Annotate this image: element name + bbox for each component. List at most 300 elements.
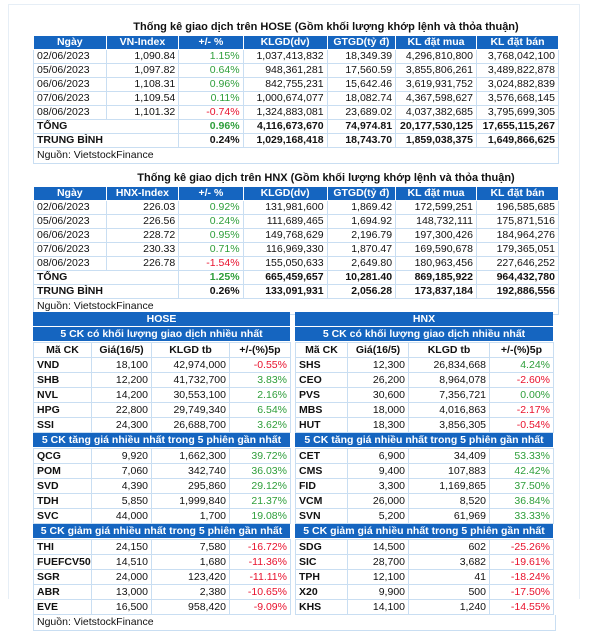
stock-code: SVD (34, 479, 92, 494)
change-cell: -0.74% (179, 106, 243, 120)
stock-row (34, 358, 291, 373)
stock-row (296, 373, 554, 388)
stock-code: MBS (296, 403, 348, 418)
hose-source: Nguồn: VietstockFinance (33, 148, 559, 164)
stock-code: TPH (296, 570, 348, 585)
value-cell: 18,349.39 (327, 50, 395, 64)
stock-row (296, 540, 554, 555)
stock-code: EVE (34, 600, 92, 615)
sell-cell: 964,432,780 (476, 271, 558, 285)
stock-code: VND (34, 358, 92, 373)
hnx-source: Nguồn: VietstockFinance (33, 299, 559, 315)
stock-row (34, 509, 291, 524)
sell-cell: 196,585,685 (476, 201, 558, 215)
price-cell: 14,510 (92, 555, 152, 570)
price-cell: 24,300 (92, 418, 152, 433)
value-cell: 1,869.42 (327, 201, 395, 215)
buy-cell: 169,590,678 (396, 243, 477, 257)
stock-code: CET (296, 449, 348, 464)
change-cell: 39.72% (230, 449, 291, 464)
column-header: GTGD(tỷ đ) (327, 36, 395, 50)
avg-volume-cell: 107,883 (409, 464, 490, 479)
buy-cell: 148,732,111 (396, 215, 477, 229)
stock-row (296, 570, 554, 585)
date-cell: 05/06/2023 (34, 215, 107, 229)
change-cell: -9.09% (230, 600, 291, 615)
sell-cell: 17,655,115,267 (476, 120, 558, 134)
stock-code: ABR (34, 585, 92, 600)
stock-code: THI (34, 540, 92, 555)
price-cell: 9,900 (348, 585, 409, 600)
stock-row (296, 418, 554, 433)
table-row (34, 243, 559, 257)
change-cell: -17.50% (490, 585, 554, 600)
date-cell: 07/06/2023 (34, 92, 107, 106)
volume-cell: 1,324,883,081 (243, 106, 327, 120)
avg-volume-cell: 1,662,300 (152, 449, 230, 464)
price-cell: 18,300 (348, 418, 409, 433)
avg-volume-cell: 42,974,000 (152, 358, 230, 373)
column-header: KLGD tb (152, 343, 230, 358)
price-cell: 24,000 (92, 570, 152, 585)
average-label: TRUNG BÌNH (34, 134, 179, 148)
column-header: HNX-Index (106, 187, 179, 201)
top5-panels (33, 312, 553, 631)
index-cell: 1,101.32 (106, 106, 179, 120)
sell-cell: 3,768,042,100 (476, 50, 558, 64)
avg-volume-cell: 295,860 (152, 479, 230, 494)
hose-exchange-label: HOSE (33, 312, 290, 327)
stock-row (296, 585, 554, 600)
change-cell: 36.84% (490, 494, 554, 509)
table-row (34, 92, 559, 106)
average-label: TRUNG BÌNH (34, 285, 179, 299)
price-cell: 26,200 (348, 373, 409, 388)
column-header: KL đặt bán (476, 36, 558, 50)
date-cell: 02/06/2023 (34, 50, 107, 64)
stock-row (34, 403, 291, 418)
column-header: +/- % (179, 36, 243, 50)
buy-cell: 20,177,530,125 (396, 120, 477, 134)
date-cell: 08/06/2023 (34, 257, 107, 271)
change-cell: 0.11% (179, 92, 243, 106)
price-cell: 9,400 (348, 464, 409, 479)
avg-volume-cell: 602 (409, 540, 490, 555)
change-cell: 2.16% (230, 388, 291, 403)
total-label: TỔNG (34, 120, 179, 134)
change-cell: 19.08% (230, 509, 291, 524)
avg-volume-cell: 3,856,305 (409, 418, 490, 433)
avg-volume-cell: 41,732,700 (152, 373, 230, 388)
change-cell: -16.72% (230, 540, 291, 555)
sell-cell: 3,489,822,878 (476, 64, 558, 78)
price-cell: 22,800 (92, 403, 152, 418)
volume-cell: 665,459,657 (243, 271, 327, 285)
stock-code: NVL (34, 388, 92, 403)
price-cell: 9,920 (92, 449, 152, 464)
change-cell: 0.71% (179, 243, 243, 257)
gainers-section-title: 5 CK tăng giá nhiều nhất trong 5 phiên gần nhất (33, 433, 290, 448)
hnx-summary (33, 171, 559, 315)
price-cell: 26,000 (348, 494, 409, 509)
volume-section-title: 5 CK có khối lượng giao dịch nhiều nhất (33, 327, 290, 342)
price-cell: 30,600 (348, 388, 409, 403)
change-cell: 3.62% (230, 418, 291, 433)
table-row (34, 78, 559, 92)
stock-code: KHS (296, 600, 348, 615)
value-cell: 2,056.28 (327, 285, 395, 299)
avg-volume-cell: 958,420 (152, 600, 230, 615)
avg-volume-cell: 1,700 (152, 509, 230, 524)
column-header: +/-(%)5p (230, 343, 291, 358)
column-header-row (34, 343, 291, 358)
value-cell: 15,642.46 (327, 78, 395, 92)
stock-row (296, 388, 554, 403)
index-cell: 1,090.84 (106, 50, 179, 64)
buy-cell: 1,859,038,375 (396, 134, 477, 148)
price-cell: 16,500 (92, 600, 152, 615)
top5-source: Nguồn: VietstockFinance (33, 615, 556, 631)
date-cell: 08/06/2023 (34, 106, 107, 120)
volume-cell: 155,050,633 (243, 257, 327, 271)
change-cell: 0.00% (490, 388, 554, 403)
buy-cell: 4,296,810,800 (396, 50, 477, 64)
table-row (34, 201, 559, 215)
column-header: KLGD(dv) (243, 187, 327, 201)
index-cell: 226.78 (106, 257, 179, 271)
volume-table (33, 342, 291, 433)
price-cell: 3,300 (348, 479, 409, 494)
buy-cell: 4,367,598,627 (396, 92, 477, 106)
change-cell: 1.25% (179, 271, 243, 285)
avg-volume-cell: 3,682 (409, 555, 490, 570)
date-cell: 02/06/2023 (34, 201, 107, 215)
value-cell: 10,281.40 (327, 271, 395, 285)
total-label: TỔNG (34, 271, 179, 285)
volume-cell: 948,361,281 (243, 64, 327, 78)
column-header: Ngày (34, 187, 107, 201)
value-cell: 2,649.80 (327, 257, 395, 271)
sell-cell: 3,576,668,145 (476, 92, 558, 106)
avg-volume-cell: 1,240 (409, 600, 490, 615)
stock-code: SVC (34, 509, 92, 524)
hose-summary (33, 20, 559, 164)
price-cell: 14,200 (92, 388, 152, 403)
buy-cell: 4,037,382,685 (396, 106, 477, 120)
stock-code: POM (34, 464, 92, 479)
index-cell: 228.72 (106, 229, 179, 243)
price-cell: 13,000 (92, 585, 152, 600)
column-header: GTGD(tỷ đ) (327, 187, 395, 201)
price-cell: 14,100 (348, 600, 409, 615)
change-cell: -2.17% (490, 403, 554, 418)
stock-row (34, 600, 291, 615)
column-header: KL đặt mua (396, 187, 477, 201)
change-cell: 0.24% (179, 215, 243, 229)
stock-row (34, 540, 291, 555)
stock-row (34, 479, 291, 494)
gainers-table (295, 448, 554, 524)
volume-cell: 116,969,330 (243, 243, 327, 257)
change-cell: -25.26% (490, 540, 554, 555)
change-cell: 33.33% (490, 509, 554, 524)
change-cell: -1.54% (179, 257, 243, 271)
avg-volume-cell: 123,420 (152, 570, 230, 585)
value-cell: 17,560.59 (327, 64, 395, 78)
sell-cell: 175,871,516 (476, 215, 558, 229)
hnx-header-row (34, 187, 559, 201)
avg-volume-cell: 8,964,078 (409, 373, 490, 388)
avg-volume-cell: 34,409 (409, 449, 490, 464)
average-row (34, 285, 559, 299)
hose-title: Thống kê giao dịch trên HOSE (Gồm khối lượng khớp lệnh và thỏa thuận) (133, 21, 519, 33)
column-header: KL đặt mua (396, 36, 477, 50)
stock-row (296, 555, 554, 570)
volume-cell: 111,689,465 (243, 215, 327, 229)
price-cell: 12,300 (348, 358, 409, 373)
date-cell: 06/06/2023 (34, 229, 107, 243)
stock-code: QCG (34, 449, 92, 464)
change-cell: -19.61% (490, 555, 554, 570)
hose-table (33, 35, 559, 148)
change-cell: 29.12% (230, 479, 291, 494)
price-cell: 7,060 (92, 464, 152, 479)
value-cell: 2,196.79 (327, 229, 395, 243)
date-cell: 07/06/2023 (34, 243, 107, 257)
index-cell: 1,097.82 (106, 64, 179, 78)
avg-volume-cell: 1,169,865 (409, 479, 490, 494)
top5-hose (33, 312, 290, 615)
stock-row (34, 570, 291, 585)
volume-table (295, 342, 554, 433)
change-cell: 0.64% (179, 64, 243, 78)
stock-row (296, 600, 554, 615)
change-cell: 0.26% (179, 285, 243, 299)
value-cell: 74,974.81 (327, 120, 395, 134)
column-header: VN-Index (106, 36, 179, 50)
gainers-section-title: 5 CK tăng giá nhiều nhất trong 5 phiên gần nhất (295, 433, 553, 448)
column-header: Giá(16/5) (348, 343, 409, 358)
stock-row (296, 464, 554, 479)
change-cell: 0.96% (179, 120, 243, 134)
change-cell: 53.33% (490, 449, 554, 464)
stock-code: HUT (296, 418, 348, 433)
value-cell: 1,694.92 (327, 215, 395, 229)
table-row (34, 64, 559, 78)
stock-row (34, 555, 291, 570)
value-cell: 18,743.70 (327, 134, 395, 148)
date-cell: 05/06/2023 (34, 64, 107, 78)
column-header: +/- % (179, 187, 243, 201)
stock-code: PVS (296, 388, 348, 403)
hnx-title: Thống kê giao dịch trên HNX (Gồm khối lượng khớp lệnh và thỏa thuận) (137, 172, 515, 184)
price-cell: 18,100 (92, 358, 152, 373)
buy-cell: 173,837,184 (396, 285, 477, 299)
change-cell: -11.36% (230, 555, 291, 570)
stock-row (296, 479, 554, 494)
sell-cell: 179,365,051 (476, 243, 558, 257)
change-cell: -0.54% (490, 418, 554, 433)
stock-row (34, 418, 291, 433)
stock-code: CEO (296, 373, 348, 388)
volume-cell: 1,029,168,418 (243, 134, 327, 148)
stock-row (34, 494, 291, 509)
avg-volume-cell: 26,834,668 (409, 358, 490, 373)
price-cell: 44,000 (92, 509, 152, 524)
table-row (34, 106, 559, 120)
value-cell: 1,870.47 (327, 243, 395, 257)
avg-volume-cell: 7,580 (152, 540, 230, 555)
stock-row (296, 509, 554, 524)
value-cell: 18,082.74 (327, 92, 395, 106)
price-cell: 12,200 (92, 373, 152, 388)
stock-code: SDG (296, 540, 348, 555)
price-cell: 14,500 (348, 540, 409, 555)
change-cell: -0.55% (230, 358, 291, 373)
column-header: Giá(16/5) (92, 343, 152, 358)
avg-volume-cell: 4,016,863 (409, 403, 490, 418)
stock-code: SHS (296, 358, 348, 373)
volume-cell: 149,768,629 (243, 229, 327, 243)
sell-cell: 227,646,252 (476, 257, 558, 271)
buy-cell: 197,300,426 (396, 229, 477, 243)
buy-cell: 869,185,922 (396, 271, 477, 285)
table-row (34, 215, 559, 229)
price-cell: 24,150 (92, 540, 152, 555)
table-row (34, 257, 559, 271)
avg-volume-cell: 500 (409, 585, 490, 600)
column-header-row (296, 343, 554, 358)
price-cell: 6,900 (348, 449, 409, 464)
total-row (34, 120, 559, 134)
price-cell: 18,000 (348, 403, 409, 418)
buy-cell: 3,619,931,752 (396, 78, 477, 92)
sell-cell: 3,024,882,839 (476, 78, 558, 92)
sell-cell: 1,649,866,625 (476, 134, 558, 148)
index-cell: 226.03 (106, 201, 179, 215)
buy-cell: 3,855,806,261 (396, 64, 477, 78)
change-cell: 0.24% (179, 134, 243, 148)
average-row (34, 134, 559, 148)
price-cell: 5,850 (92, 494, 152, 509)
column-header: KLGD(dv) (243, 36, 327, 50)
column-header: KL đặt bán (476, 187, 558, 201)
column-header: Mã CK (34, 343, 92, 358)
sell-cell: 3,795,699,305 (476, 106, 558, 120)
avg-volume-cell: 2,380 (152, 585, 230, 600)
stock-row (34, 449, 291, 464)
change-cell: 3.83% (230, 373, 291, 388)
buy-cell: 172,599,251 (396, 201, 477, 215)
change-cell: -11.11% (230, 570, 291, 585)
avg-volume-cell: 7,356,721 (409, 388, 490, 403)
sell-cell: 184,964,276 (476, 229, 558, 243)
change-cell: 21.37% (230, 494, 291, 509)
hnx-table (33, 186, 559, 299)
volume-cell: 133,091,931 (243, 285, 327, 299)
stock-code: SGR (34, 570, 92, 585)
change-cell: -14.55% (490, 600, 554, 615)
stock-code: VCM (296, 494, 348, 509)
change-cell: 0.95% (179, 229, 243, 243)
volume-cell: 1,000,674,077 (243, 92, 327, 106)
hose-header-row (34, 36, 559, 50)
avg-volume-cell: 8,520 (409, 494, 490, 509)
sell-cell: 192,886,556 (476, 285, 558, 299)
stock-code: SIC (296, 555, 348, 570)
column-header: KLGD tb (409, 343, 490, 358)
index-cell: 226.56 (106, 215, 179, 229)
hnx-exchange-label: HNX (295, 312, 553, 327)
stock-code: SVN (296, 509, 348, 524)
stock-code: FID (296, 479, 348, 494)
total-row (34, 271, 559, 285)
stock-row (296, 358, 554, 373)
losers-table (295, 539, 554, 615)
avg-volume-cell: 30,553,100 (152, 388, 230, 403)
change-cell: 4.24% (490, 358, 554, 373)
price-cell: 12,100 (348, 570, 409, 585)
stock-row (34, 373, 291, 388)
stock-row (296, 494, 554, 509)
avg-volume-cell: 26,688,700 (152, 418, 230, 433)
volume-cell: 4,116,673,670 (243, 120, 327, 134)
stock-code: SHB (34, 373, 92, 388)
stock-row (34, 585, 291, 600)
losers-table (33, 539, 291, 615)
value-cell: 23,689.02 (327, 106, 395, 120)
avg-volume-cell: 1,680 (152, 555, 230, 570)
column-header: +/-(%)5p (490, 343, 554, 358)
change-cell: 1.15% (179, 50, 243, 64)
index-cell: 1,109.54 (106, 92, 179, 106)
volume-cell: 1,037,413,832 (243, 50, 327, 64)
table-row (34, 229, 559, 243)
stock-code: FUEFCV50 (34, 555, 92, 570)
change-cell: -18.24% (490, 570, 554, 585)
index-cell: 1,108.31 (106, 78, 179, 92)
losers-section-title: 5 CK giảm giá nhiều nhất trong 5 phiên gần nhất (33, 524, 290, 539)
gainers-table (33, 448, 291, 524)
price-cell: 4,390 (92, 479, 152, 494)
date-cell: 06/06/2023 (34, 78, 107, 92)
stock-row (296, 449, 554, 464)
stock-code: X20 (296, 585, 348, 600)
table-row (34, 50, 559, 64)
stock-code: TDH (34, 494, 92, 509)
avg-volume-cell: 1,999,840 (152, 494, 230, 509)
volume-cell: 842,755,231 (243, 78, 327, 92)
column-header: Mã CK (296, 343, 348, 358)
volume-cell: 131,981,600 (243, 201, 327, 215)
buy-cell: 180,963,456 (396, 257, 477, 271)
stock-row (34, 388, 291, 403)
avg-volume-cell: 41 (409, 570, 490, 585)
change-cell: -10.65% (230, 585, 291, 600)
avg-volume-cell: 61,969 (409, 509, 490, 524)
change-cell: -2.60% (490, 373, 554, 388)
change-cell: 37.50% (490, 479, 554, 494)
change-cell: 0.92% (179, 201, 243, 215)
stock-code: CMS (296, 464, 348, 479)
index-cell: 230.33 (106, 243, 179, 257)
column-header: Ngày (34, 36, 107, 50)
change-cell: 36.03% (230, 464, 291, 479)
avg-volume-cell: 342,740 (152, 464, 230, 479)
stock-code: SSI (34, 418, 92, 433)
change-cell: 6.54% (230, 403, 291, 418)
stock-code: HPG (34, 403, 92, 418)
